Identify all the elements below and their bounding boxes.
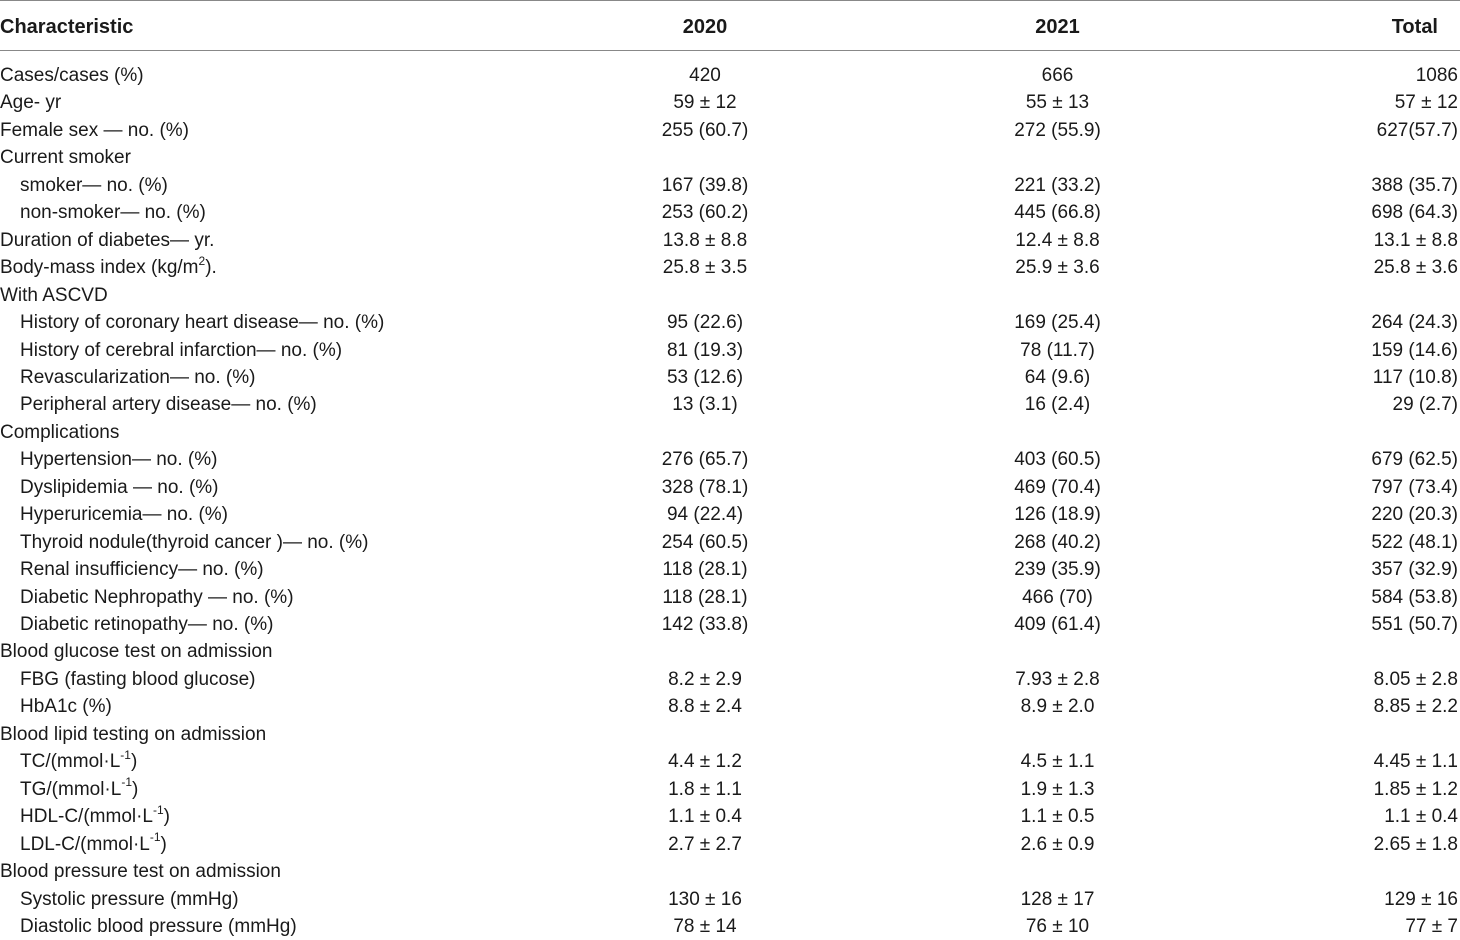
value-total: 1086: [1415, 65, 1458, 86]
value-2020: 253 (60.2): [661, 202, 749, 224]
table-row: [0, 144, 1460, 172]
row-label: Revascularization— no. (%): [20, 366, 256, 388]
value-2020: 94 (22.4): [666, 504, 744, 526]
header-2020: 2020: [682, 16, 728, 38]
table-row: [0, 446, 1460, 474]
row-label: $TG/(mmol\cdot L^{-1})$: [20, 775, 139, 800]
value-total: 2.65 ± 1.8: [1373, 833, 1458, 855]
row-label: Diabetic Nephropathy — no. (%): [20, 586, 294, 608]
value-2020: 328 (78.1): [661, 476, 749, 498]
table-row: [0, 309, 1460, 337]
table-row: [0, 172, 1460, 200]
table-row: [0, 666, 1460, 694]
table-row: [0, 364, 1460, 392]
value-2021: 403 (60.5): [1014, 449, 1101, 471]
table-row: [0, 529, 1460, 557]
table-row: [0, 913, 1460, 940]
row-label: $TC/(mmol\cdot L^{-1})$: [20, 747, 138, 773]
table-row: [0, 803, 1460, 831]
value-2021: 1.9 ± 1.3: [1020, 778, 1095, 800]
value-2021: 16 (2.4): [1024, 394, 1091, 416]
table-row: [0, 337, 1460, 365]
table-row: [0, 748, 1460, 776]
table-row: [0, 858, 1460, 886]
header-rule: [0, 50, 1460, 51]
row-label: smoker— no. (%): [20, 174, 168, 196]
value-total: 29 (2.7): [1392, 394, 1458, 416]
row-label: Peripheral artery disease— no. (%): [20, 394, 317, 416]
value-total: 220 (20.3): [1371, 504, 1458, 526]
value-2021: 469 (70.4): [1014, 476, 1101, 498]
value-2020: 8.8 ± 2.4: [668, 696, 742, 718]
table-row: [0, 282, 1460, 310]
value-total: 797 (73.4): [1371, 476, 1458, 498]
row-label: Blood lipid testing on admission: [0, 723, 267, 745]
value-2020: 254 (60.5): [661, 531, 749, 553]
value-2021: 239 (35.9): [1014, 559, 1101, 581]
row-label: Age- yr: [0, 92, 62, 114]
value-2020: 1.8 ± 1.1: [668, 778, 742, 800]
row-label: History of coronary heart disease— no. (%): [20, 312, 385, 334]
table-row: [0, 227, 1460, 255]
value-total: 522 (48.1): [1371, 531, 1458, 553]
table-row: [0, 831, 1460, 859]
value-total: 77 ± 7: [1405, 915, 1458, 937]
value-2020: 8.2 ± 2.9: [668, 668, 742, 690]
row-label: LDL-$C/(mmol\cdot L^{-1})$: [20, 830, 167, 855]
table-row: [0, 556, 1460, 584]
value-total: 698 (64.3): [1371, 202, 1458, 224]
header-characteristic: Characteristic: [0, 16, 134, 38]
value-2021: 128 ± 17: [1020, 888, 1095, 910]
row-label: Current smoker: [0, 147, 131, 169]
value-2021: 445 (66.8): [1014, 202, 1101, 224]
value-total: 1.1 ± 0.4: [1384, 806, 1458, 828]
value-2020: 255 (60.7): [661, 119, 749, 141]
value-total: 388 (35.7): [1371, 174, 1458, 196]
top-rule: [0, 0, 1460, 1]
row-label: Duration of diabetes— yr.: [0, 229, 215, 251]
row-label: Blood pressure test on admission: [0, 861, 281, 883]
value-total: 4.45 ± 1.1: [1373, 751, 1458, 773]
value-2021: 7.93 ± 2.8: [1015, 668, 1100, 690]
value-2020: 118 (28.1): [662, 559, 748, 581]
value-2020: 420: [689, 65, 721, 86]
value-2021: 64 (9.6): [1024, 366, 1091, 388]
value-2020: 2.7 ± 2.7: [668, 833, 742, 855]
value-2020: 130 ± 16: [668, 888, 742, 910]
value-total: 8.05 ± 2.8: [1373, 668, 1458, 690]
table-row: [0, 638, 1460, 666]
row-label: With ASCVD: [0, 284, 108, 306]
value-total: 13.1 ± 8.8: [1373, 229, 1458, 251]
table-row: [0, 501, 1460, 529]
value-2020: 95 (22.6): [666, 312, 744, 334]
row-label: Body-mass index $(kg/m^2)$.: [0, 253, 217, 279]
value-total: 117 (10.8): [1372, 366, 1458, 388]
row-label: Diabetic retinopathy— no. (%): [20, 614, 274, 635]
row-label: HbA1c (%): [20, 696, 112, 718]
row-label: Female sex — no. (%): [0, 119, 189, 141]
table-row: [0, 611, 1460, 639]
value-2021: 78 (11.7): [1020, 339, 1095, 361]
table-row: [0, 776, 1460, 804]
table-row: [0, 62, 1460, 90]
row-label: Thyroid nodule(thyroid cancer )— no. (%): [20, 531, 369, 553]
row-label: Hyperuricemia— no. (%): [20, 504, 228, 526]
value-2021: 1.1 ± 0.5: [1020, 806, 1095, 828]
table-row: [0, 117, 1460, 145]
row-label: Complications: [0, 421, 120, 443]
value-2020: 81 (19.3): [666, 339, 744, 361]
value-total: 584 (53.8): [1371, 586, 1458, 608]
value-total: 57 ± 12: [1394, 92, 1458, 114]
value-total: 129 ± 16: [1384, 888, 1458, 910]
table-row: [0, 89, 1460, 117]
table-row: [0, 474, 1460, 502]
value-2021: 126 (18.9): [1014, 504, 1101, 526]
value-2020: 53 (12.6): [666, 366, 744, 388]
value-total: 551 (50.7): [1371, 614, 1458, 635]
value-total: 8.85 ± 2.2: [1373, 696, 1458, 718]
value-total: 25.8 ± 3.6: [1373, 257, 1458, 279]
row-label: History of cerebral infarction— no. (%): [20, 339, 343, 361]
table-row: [0, 199, 1460, 227]
value-2020: 1.1 ± 0.4: [668, 806, 742, 828]
table-row: [0, 584, 1460, 612]
value-total: 264 (24.3): [1371, 312, 1458, 334]
header-2021: 2021: [1035, 16, 1080, 38]
table-row: [0, 886, 1460, 914]
value-2020: 13 (3.1): [672, 394, 738, 416]
value-2021: 466 (70): [1022, 586, 1093, 608]
value-total: 357 (32.9): [1371, 559, 1458, 581]
value-2021: 272 (55.9): [1014, 119, 1101, 141]
table-row: [0, 419, 1460, 447]
value-2021: 221 (33.2): [1014, 174, 1101, 196]
row-label: non-smoker— no. (%): [20, 202, 206, 224]
value-2020: 167 (39.8): [661, 174, 749, 196]
table-row: [0, 391, 1460, 419]
header-total: Total: [1391, 16, 1438, 38]
row-label: Cases/cases (%): [0, 65, 144, 86]
value-2020: 276 (65.7): [661, 449, 749, 471]
value-2021: 25.9 ± 3.6: [1015, 257, 1100, 279]
value-total: 679 (62.5): [1371, 449, 1458, 471]
value-2021: 4.5 ± 1.1: [1020, 751, 1095, 773]
value-2021: 76 ± 10: [1025, 915, 1090, 937]
value-total: 1.85 ± 1.2: [1373, 778, 1458, 800]
table-row: [0, 693, 1460, 721]
row-label: FBG (fasting blood glucose): [20, 668, 256, 690]
value-2020: 4.4 ± 1.2: [668, 751, 742, 773]
value-2020: 25.8 ± 3.5: [662, 257, 748, 279]
value-2021: 2.6 ± 0.9: [1020, 833, 1095, 855]
row-label: Systolic pressure (mmHg): [20, 888, 239, 910]
value-2020: 59 ± 12: [673, 92, 737, 114]
value-2021: 268 (40.2): [1014, 531, 1101, 553]
value-2020: 142 (33.8): [661, 614, 749, 635]
table-row: [0, 721, 1460, 749]
value-2020: 78 ± 14: [673, 915, 737, 937]
row-label: Blood glucose test on admission: [0, 641, 273, 663]
row-label: Dyslipidemia — no. (%): [20, 476, 219, 498]
value-2020: 118 (28.1): [662, 586, 748, 608]
row-label: Renal insufficiency— no. (%): [20, 559, 264, 581]
value-2021: 55 ± 13: [1025, 92, 1090, 114]
row-label: HDL-$C/(mmol\cdot L^{-1})$: [20, 802, 170, 828]
value-total: 627(57.7): [1376, 119, 1458, 141]
row-label: Diastolic blood pressure (mmHg): [20, 915, 297, 937]
value-2021: 8.9 ± 2.0: [1020, 696, 1095, 718]
value-total: 159 (14.6): [1371, 339, 1458, 361]
value-2021: 666: [1041, 65, 1074, 86]
table-row: [0, 254, 1460, 282]
value-2021: 409 (61.4): [1014, 614, 1101, 635]
row-label: Hypertension— no. (%): [20, 449, 218, 471]
value-2021: 169 (25.4): [1014, 312, 1101, 334]
value-2020: 13.8 ± 8.8: [662, 229, 748, 251]
value-2021: 12.4 ± 8.8: [1015, 229, 1100, 251]
